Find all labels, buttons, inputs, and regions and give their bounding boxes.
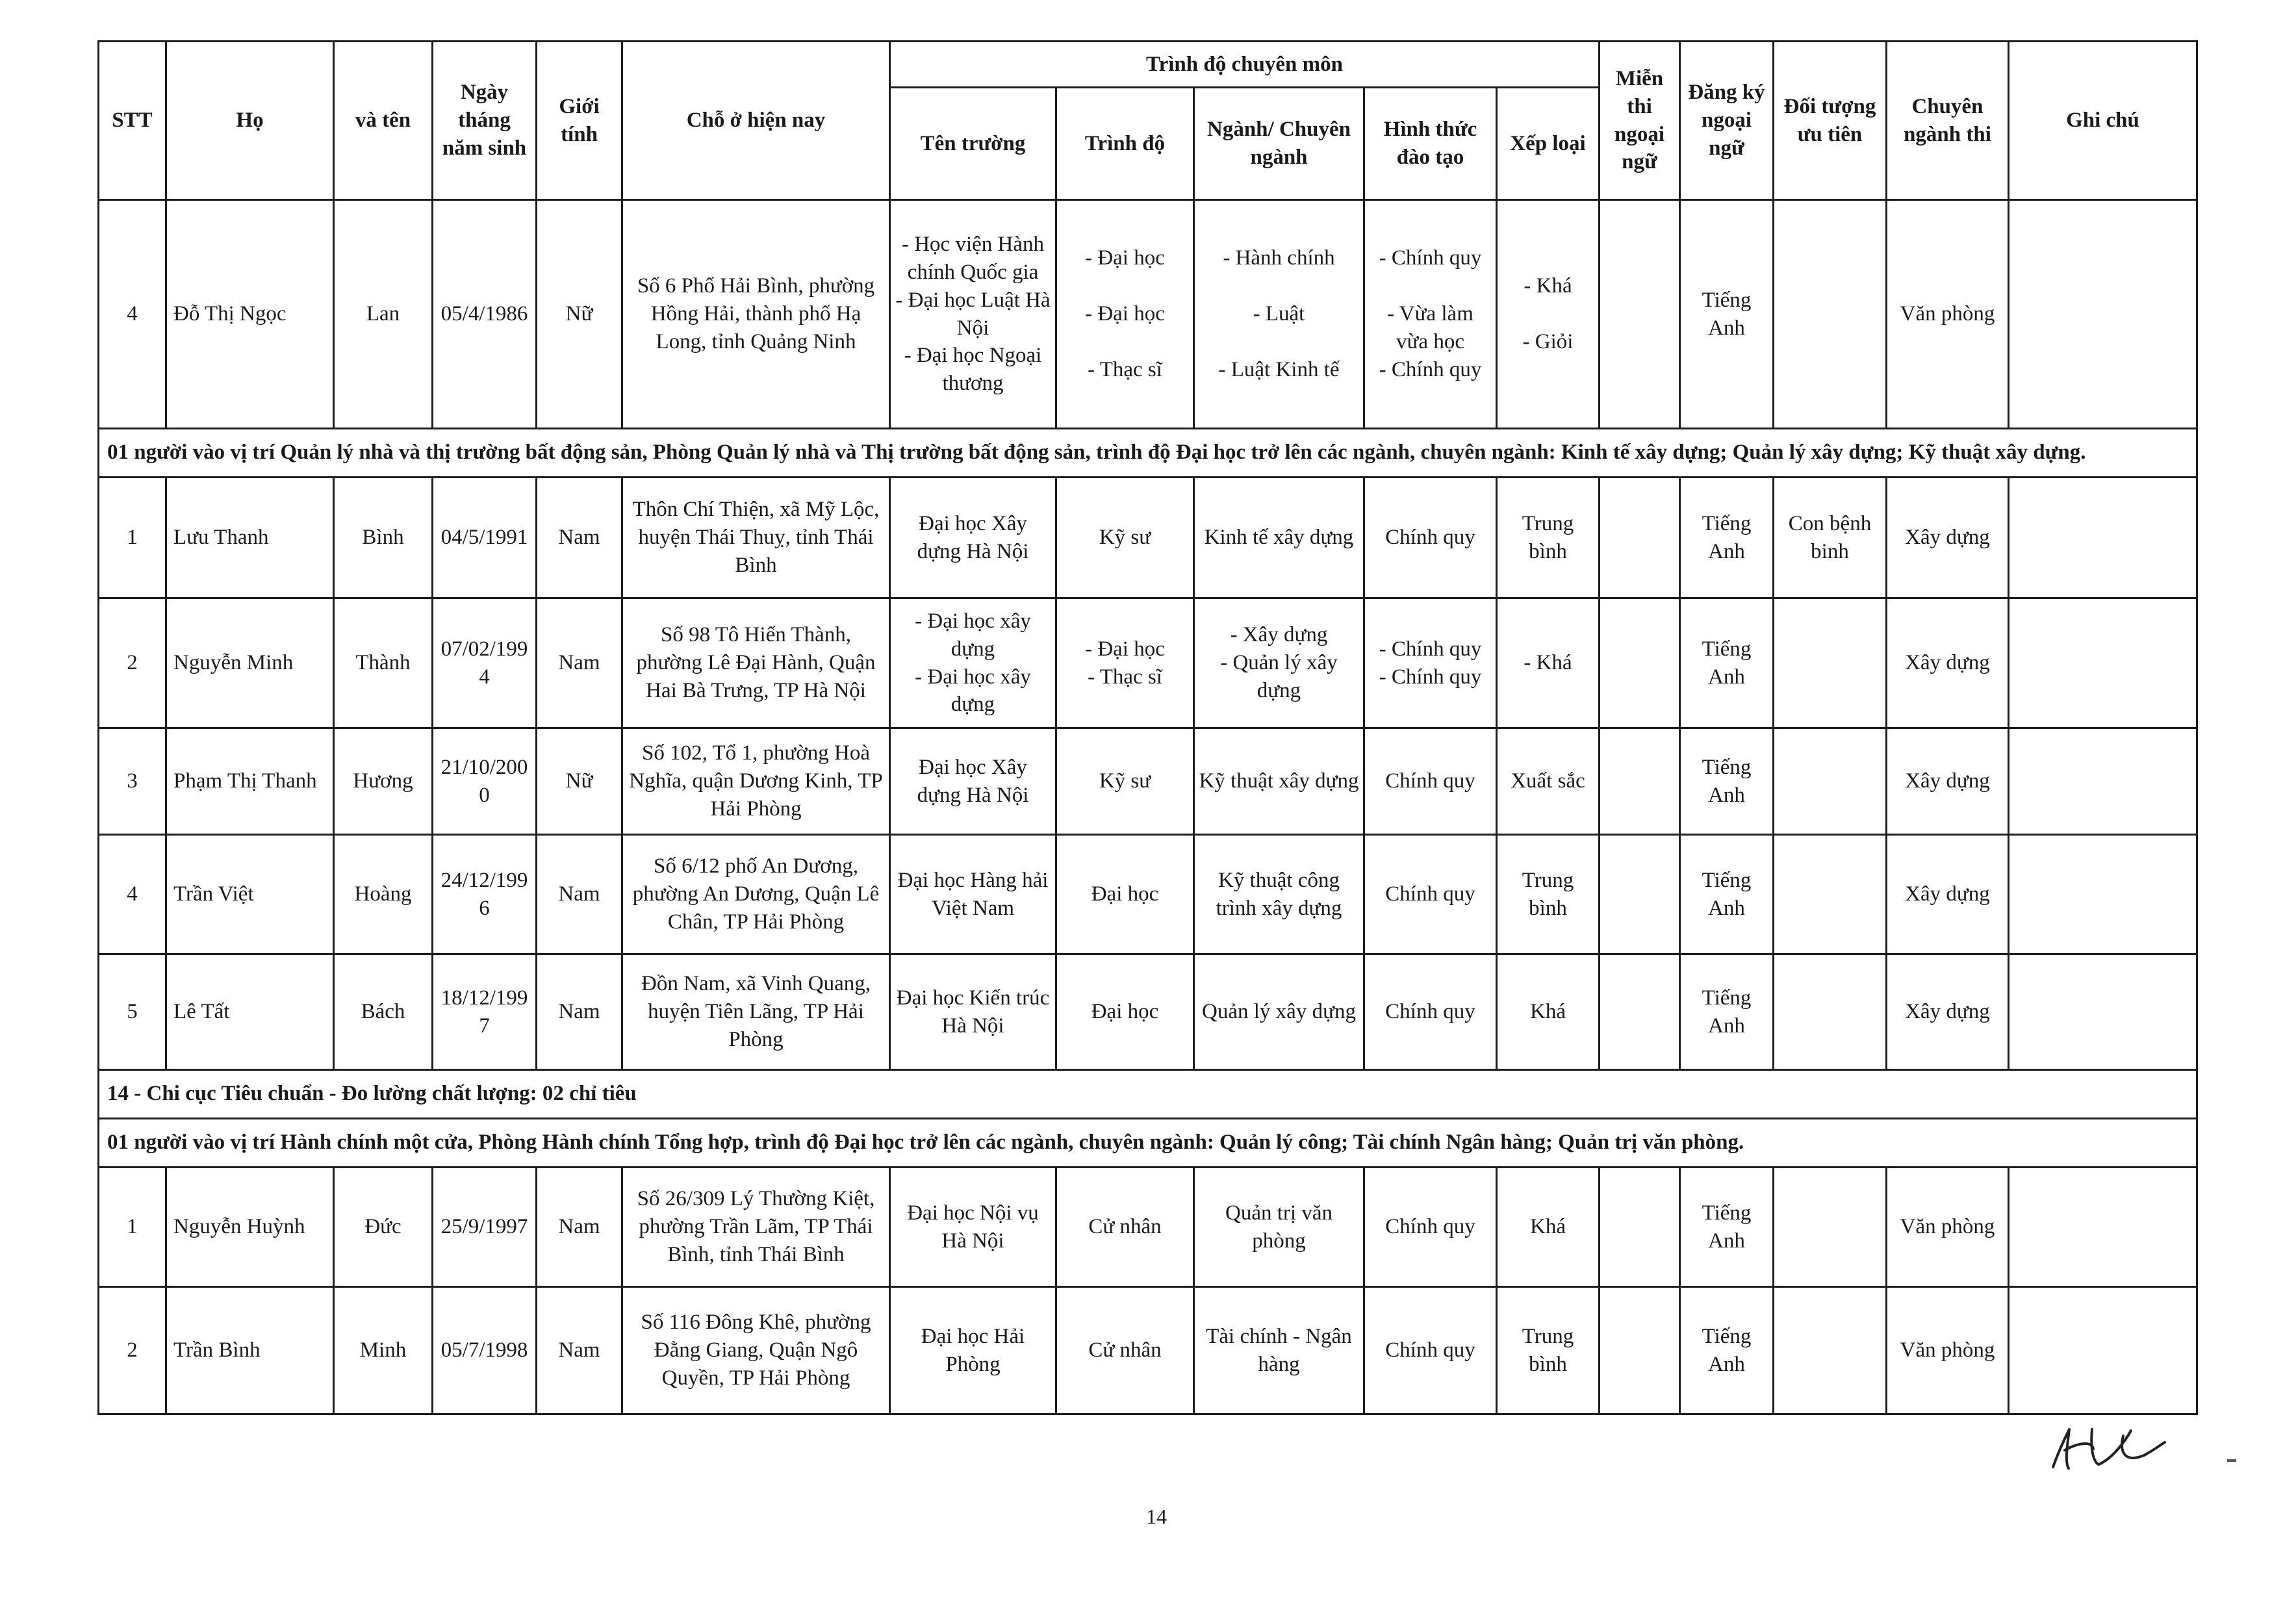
cell-exempt xyxy=(1600,1168,1680,1287)
table-row xyxy=(99,598,2197,728)
cell-note xyxy=(2009,1168,2197,1287)
cell-register-lang: Tiếng Anh xyxy=(1680,478,1774,598)
cell-exam-field: Văn phòng xyxy=(1887,200,2009,429)
cell-school: - Học viện Hành chính Quốc gia - Đại học Luật Hà Nội - Đại học Ngoại thương xyxy=(890,200,1056,429)
cell-stt: 1 xyxy=(99,1168,166,1287)
header-exam-field: Chuyên ngành thi xyxy=(1887,42,2009,200)
cell-school: - Đại học xây dựng - Đại học xây dựng xyxy=(890,598,1056,728)
header-grade: Xếp loại xyxy=(1497,88,1600,200)
cell-grade: Xuất sắc xyxy=(1497,728,1600,835)
cell-form: Chính quy xyxy=(1364,954,1497,1070)
table-row xyxy=(99,1168,2197,1287)
cell-stt: 4 xyxy=(99,200,166,429)
section-heading-position-1 xyxy=(99,429,2197,478)
cell-major: Quản lý xây dựng xyxy=(1194,954,1364,1070)
cell-priority xyxy=(1774,728,1887,835)
cell-register-lang: Tiếng Anh xyxy=(1680,200,1774,429)
cell-register-lang: Tiếng Anh xyxy=(1680,598,1774,728)
cell-exempt xyxy=(1600,200,1680,429)
header-priority: Đối tượng ưu tiên xyxy=(1774,42,1887,200)
table-row xyxy=(99,835,2197,954)
header-ten: và tên xyxy=(334,42,433,200)
section-heading-position-1-text: 01 người vào vị trí Quản lý nhà và thị trường bất động sản, Phòng Quản lý nhà và Thị trường bất động sản, trình độ Đại học trở lên các ngành, chuyên ngành: Kinh tế xây dựng; Quản lý xây dựng; Kỹ thuật xây dựng. xyxy=(99,429,2197,478)
cell-dob: 04/5/1991 xyxy=(433,478,537,598)
header-stt: STT xyxy=(99,42,166,200)
cell-dob: 07/02/1994 xyxy=(433,598,537,728)
header-register-lang: Đăng ký ngoại ngữ xyxy=(1680,42,1774,200)
cell-gender: Nam xyxy=(537,835,622,954)
header-major: Ngành/ Chuyên ngành xyxy=(1194,88,1364,200)
table-row xyxy=(99,478,2197,598)
cell-priority: Con bệnh binh xyxy=(1774,478,1887,598)
cell-address: Số 116 Đông Khê, phường Đằng Giang, Quận Ngô Quyền, TP Hải Phòng xyxy=(622,1287,890,1414)
cell-register-lang: Tiếng Anh xyxy=(1680,1168,1774,1287)
header-form: Hình thức đào tạo xyxy=(1364,88,1497,200)
cell-ten: Hoàng xyxy=(334,835,433,954)
cell-gender: Nam xyxy=(537,1168,622,1287)
header-school: Tên trường xyxy=(890,88,1056,200)
cell-address: Số 6 Phố Hải Bình, phường Hồng Hải, thành phố Hạ Long, tỉnh Quảng Ninh xyxy=(622,200,890,429)
cell-note xyxy=(2009,478,2197,598)
section-heading-agency xyxy=(99,1070,2197,1119)
cell-level: - Đại học - Thạc sĩ xyxy=(1056,598,1194,728)
cell-form: Chính quy xyxy=(1364,1168,1497,1287)
cell-exempt xyxy=(1600,954,1680,1070)
cell-stt: 1 xyxy=(99,478,166,598)
cell-gender: Nam xyxy=(537,598,622,728)
cell-note xyxy=(2009,598,2197,728)
header-ho: Họ xyxy=(166,42,334,200)
cell-note xyxy=(2009,728,2197,835)
cell-register-lang: Tiếng Anh xyxy=(1680,728,1774,835)
scan-mark xyxy=(2227,1459,2236,1462)
header-level: Trình độ xyxy=(1056,88,1194,200)
cell-major: - Xây dựng - Quản lý xây dựng xyxy=(1194,598,1364,728)
cell-school: Đại học Hải Phòng xyxy=(890,1287,1056,1414)
cell-school: Đại học Hàng hải Việt Nam xyxy=(890,835,1056,954)
cell-ho: Phạm Thị Thanh xyxy=(166,728,334,835)
cell-ten: Bách xyxy=(334,954,433,1070)
cell-exam-field: Xây dựng xyxy=(1887,598,2009,728)
cell-level: Đại học xyxy=(1056,954,1194,1070)
cell-grade: Trung bình xyxy=(1497,478,1600,598)
cell-priority xyxy=(1774,954,1887,1070)
cell-exempt xyxy=(1600,835,1680,954)
cell-note xyxy=(2009,835,2197,954)
cell-stt: 2 xyxy=(99,1287,166,1414)
cell-form: Chính quy xyxy=(1364,478,1497,598)
cell-exempt xyxy=(1600,1287,1680,1414)
cell-note xyxy=(2009,200,2197,429)
cell-ten: Thành xyxy=(334,598,433,728)
cell-exempt xyxy=(1600,728,1680,835)
cell-level: Cử nhân xyxy=(1056,1287,1194,1414)
cell-note xyxy=(2009,1287,2197,1414)
table-row xyxy=(99,200,2197,429)
cell-ten: Đức xyxy=(334,1168,433,1287)
cell-form: - Chính quy - Vừa làm vừa học - Chính quy xyxy=(1364,200,1497,429)
cell-exam-field: Xây dựng xyxy=(1887,728,2009,835)
page-number: 14 xyxy=(1146,1505,1167,1528)
cell-level: Cử nhân xyxy=(1056,1168,1194,1287)
cell-stt: 2 xyxy=(99,598,166,728)
header-gender: Giới tính xyxy=(537,42,622,200)
cell-form: - Chính quy - Chính quy xyxy=(1364,598,1497,728)
cell-school: Đại học Nội vụ Hà Nội xyxy=(890,1168,1056,1287)
cell-exam-field: Xây dựng xyxy=(1887,954,2009,1070)
cell-form: Chính quy xyxy=(1364,1287,1497,1414)
header-address: Chỗ ở hiện nay xyxy=(622,42,890,200)
table-row xyxy=(99,728,2197,835)
header-dob: Ngày tháng năm sinh xyxy=(433,42,537,200)
section-heading-position-2 xyxy=(99,1119,2197,1168)
cell-major: Quản trị văn phòng xyxy=(1194,1168,1364,1287)
cell-major: Kỹ thuật công trình xây dựng xyxy=(1194,835,1364,954)
cell-major: Kỹ thuật xây dựng xyxy=(1194,728,1364,835)
cell-level: Đại học xyxy=(1056,835,1194,954)
cell-register-lang: Tiếng Anh xyxy=(1680,835,1774,954)
cell-ten: Lan xyxy=(334,200,433,429)
cell-gender: Nữ xyxy=(537,728,622,835)
table-row xyxy=(99,1287,2197,1414)
cell-form: Chính quy xyxy=(1364,728,1497,835)
cell-address: Số 102, Tổ 1, phường Hoà Nghĩa, quận Dương Kinh, TP Hải Phòng xyxy=(622,728,890,835)
cell-exam-field: Xây dựng xyxy=(1887,478,2009,598)
cell-gender: Nữ xyxy=(537,200,622,429)
cell-major: - Hành chính - Luật - Luật Kinh tế xyxy=(1194,200,1364,429)
cell-dob: 18/12/1997 xyxy=(433,954,537,1070)
cell-stt: 3 xyxy=(99,728,166,835)
cell-exam-field: Xây dựng xyxy=(1887,835,2009,954)
cell-gender: Nam xyxy=(537,954,622,1070)
header-qualification-group: Trình độ chuyên môn xyxy=(890,42,1600,88)
cell-dob: 24/12/1996 xyxy=(433,835,537,954)
table-row xyxy=(99,954,2197,1070)
cell-priority xyxy=(1774,598,1887,728)
cell-address: Thôn Chí Thiện, xã Mỹ Lộc, huyện Thái Thuỵ, tỉnh Thái Bình xyxy=(622,478,890,598)
cell-exempt xyxy=(1600,478,1680,598)
cell-stt: 4 xyxy=(99,835,166,954)
cell-grade: Khá xyxy=(1497,954,1600,1070)
header-note: Ghi chú xyxy=(2009,42,2197,200)
cell-ho: Nguyễn Minh xyxy=(166,598,334,728)
cell-ten: Bình xyxy=(334,478,433,598)
cell-exam-field: Văn phòng xyxy=(1887,1287,2009,1414)
cell-major: Tài chính - Ngân hàng xyxy=(1194,1287,1364,1414)
cell-ten: Minh xyxy=(334,1287,433,1414)
section-heading-position-2-text: 01 người vào vị trí Hành chính một cửa, Phòng Hành chính Tổng hợp, trình độ Đại học trở lên các ngành, chuyên ngành: Quản lý công; Tài chính Ngân hàng; Quản trị văn phòng. xyxy=(99,1119,2197,1168)
section-heading-agency-text: 14 - Chi cục Tiêu chuẩn - Đo lường chất lượng: 02 chỉ tiêu xyxy=(99,1070,2197,1119)
cell-address: Đồn Nam, xã Vinh Quang, huyện Tiên Lãng, TP Hải Phòng xyxy=(622,954,890,1070)
cell-address: Số 26/309 Lý Thường Kiệt, phường Trần Lãm, TP Thái Bình, tỉnh Thái Bình xyxy=(622,1168,890,1287)
candidate-table xyxy=(97,40,2198,1415)
cell-ho: Trần Bình xyxy=(166,1287,334,1414)
header-exempt: Miễn thi ngoại ngữ xyxy=(1600,42,1680,200)
cell-priority xyxy=(1774,835,1887,954)
cell-dob: 21/10/2000 xyxy=(433,728,537,835)
cell-grade: Trung bình xyxy=(1497,835,1600,954)
cell-exam-field: Văn phòng xyxy=(1887,1168,2009,1287)
cell-grade: Trung bình xyxy=(1497,1287,1600,1414)
cell-dob: 05/7/1998 xyxy=(433,1287,537,1414)
cell-form: Chính quy xyxy=(1364,835,1497,954)
cell-level: Kỹ sư xyxy=(1056,728,1194,835)
cell-note xyxy=(2009,954,2197,1070)
cell-address: Số 98 Tô Hiến Thành, phường Lê Đại Hành, Quận Hai Bà Trưng, TP Hà Nội xyxy=(622,598,890,728)
cell-ho: Nguyễn Huỳnh xyxy=(166,1168,334,1287)
cell-ho: Lê Tất xyxy=(166,954,334,1070)
cell-school: Đại học Xây dựng Hà Nội xyxy=(890,478,1056,598)
cell-ten: Hương xyxy=(334,728,433,835)
cell-grade: - Khá - Giỏi xyxy=(1497,200,1600,429)
cell-dob: 25/9/1997 xyxy=(433,1168,537,1287)
cell-priority xyxy=(1774,200,1887,429)
signature-mark xyxy=(2040,1416,2170,1475)
cell-level: Kỹ sư xyxy=(1056,478,1194,598)
cell-address: Số 6/12 phố An Dương, phường An Dương, Quận Lê Chân, TP Hải Phòng xyxy=(622,835,890,954)
cell-ho: Trần Việt xyxy=(166,835,334,954)
cell-level: - Đại học - Đại học - Thạc sĩ xyxy=(1056,200,1194,429)
cell-ho: Đỗ Thị Ngọc xyxy=(166,200,334,429)
cell-school: Đại học Xây dựng Hà Nội xyxy=(890,728,1056,835)
cell-grade: - Khá xyxy=(1497,598,1600,728)
cell-ho: Lưu Thanh xyxy=(166,478,334,598)
cell-exempt xyxy=(1600,598,1680,728)
cell-priority xyxy=(1774,1168,1887,1287)
cell-school: Đại học Kiến trúc Hà Nội xyxy=(890,954,1056,1070)
cell-stt: 5 xyxy=(99,954,166,1070)
table-body xyxy=(99,200,2197,1414)
cell-dob: 05/4/1986 xyxy=(433,200,537,429)
cell-gender: Nam xyxy=(537,1287,622,1414)
cell-grade: Khá xyxy=(1497,1168,1600,1287)
cell-major: Kinh tế xây dựng xyxy=(1194,478,1364,598)
cell-register-lang: Tiếng Anh xyxy=(1680,1287,1774,1414)
cell-register-lang: Tiếng Anh xyxy=(1680,954,1774,1070)
cell-priority xyxy=(1774,1287,1887,1414)
cell-gender: Nam xyxy=(537,478,622,598)
